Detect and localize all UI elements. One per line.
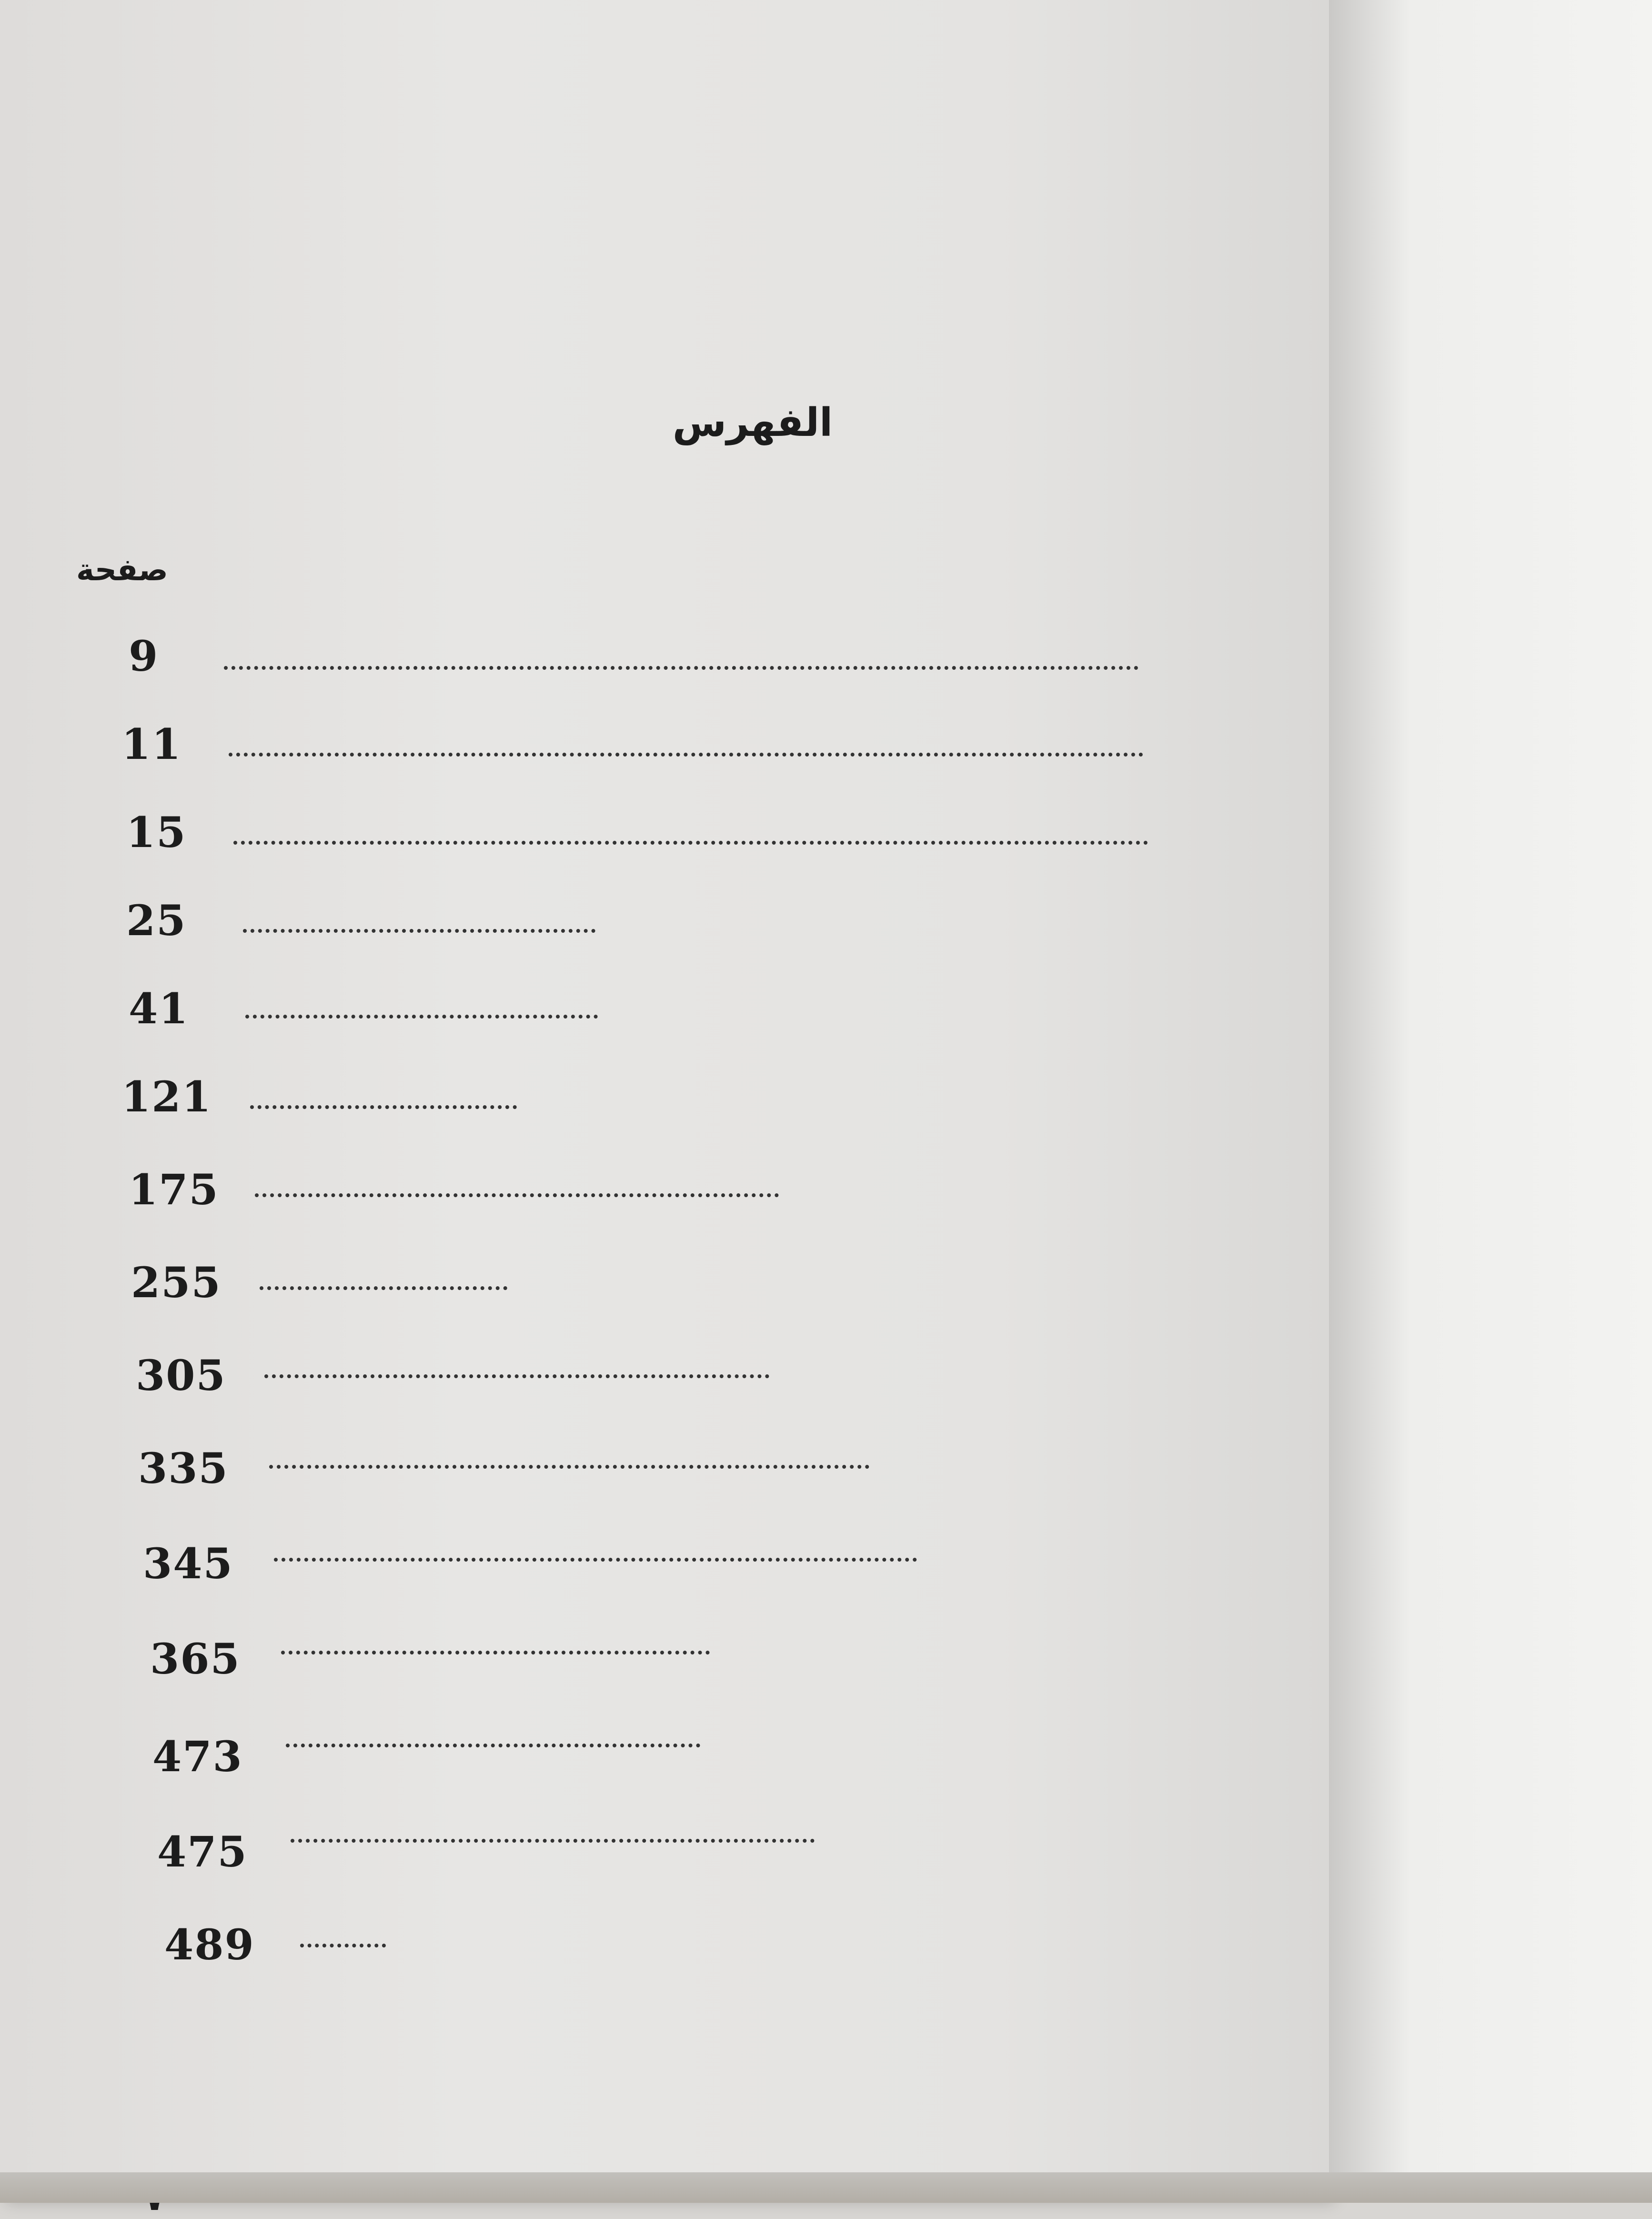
toc-entry-page: 25 bbox=[126, 896, 187, 945]
toc-entry-page: 365 bbox=[150, 1634, 241, 1684]
leader-dots bbox=[245, 1015, 598, 1019]
toc-entry-page: 255 bbox=[131, 1258, 222, 1307]
toc-entry-page: 121 bbox=[121, 1072, 212, 1121]
leader-dots bbox=[281, 1651, 710, 1654]
leader-dots bbox=[300, 1944, 386, 1947]
leader-dots bbox=[255, 1193, 779, 1197]
page-column-header: صفحة bbox=[76, 553, 168, 588]
toc-entry-page: 11 bbox=[121, 719, 182, 769]
toc-entry-page: 305 bbox=[136, 1351, 226, 1400]
leader-dots bbox=[274, 1558, 917, 1562]
toc-entry-page: 175 bbox=[129, 1165, 219, 1214]
leader-dots bbox=[250, 1105, 517, 1109]
facing-page bbox=[1329, 0, 1652, 2203]
toc-entry-page: 41 bbox=[129, 984, 189, 1033]
page-title: الفهرس bbox=[672, 400, 833, 445]
toc-entry-page: 9 bbox=[129, 631, 159, 681]
leader-dots bbox=[286, 1744, 700, 1747]
leader-dots bbox=[229, 753, 1143, 756]
leader-dots bbox=[269, 1465, 869, 1469]
leader-dots bbox=[224, 666, 1138, 670]
leader-dots bbox=[264, 1374, 769, 1378]
toc-entry-page: 473 bbox=[152, 1732, 243, 1781]
table-edge bbox=[0, 2172, 1652, 2203]
leader-dots bbox=[260, 1286, 507, 1290]
toc-entry-page: 335 bbox=[138, 1443, 229, 1493]
leader-dots bbox=[233, 841, 1148, 845]
leader-dots bbox=[243, 929, 595, 933]
toc-entry-page: 489 bbox=[164, 1920, 255, 1969]
toc-entry-page: 345 bbox=[143, 1539, 233, 1588]
leader-dots bbox=[291, 1839, 815, 1843]
toc-entry-page: 15 bbox=[126, 807, 187, 857]
toc-entry-page: 475 bbox=[157, 1827, 248, 1876]
